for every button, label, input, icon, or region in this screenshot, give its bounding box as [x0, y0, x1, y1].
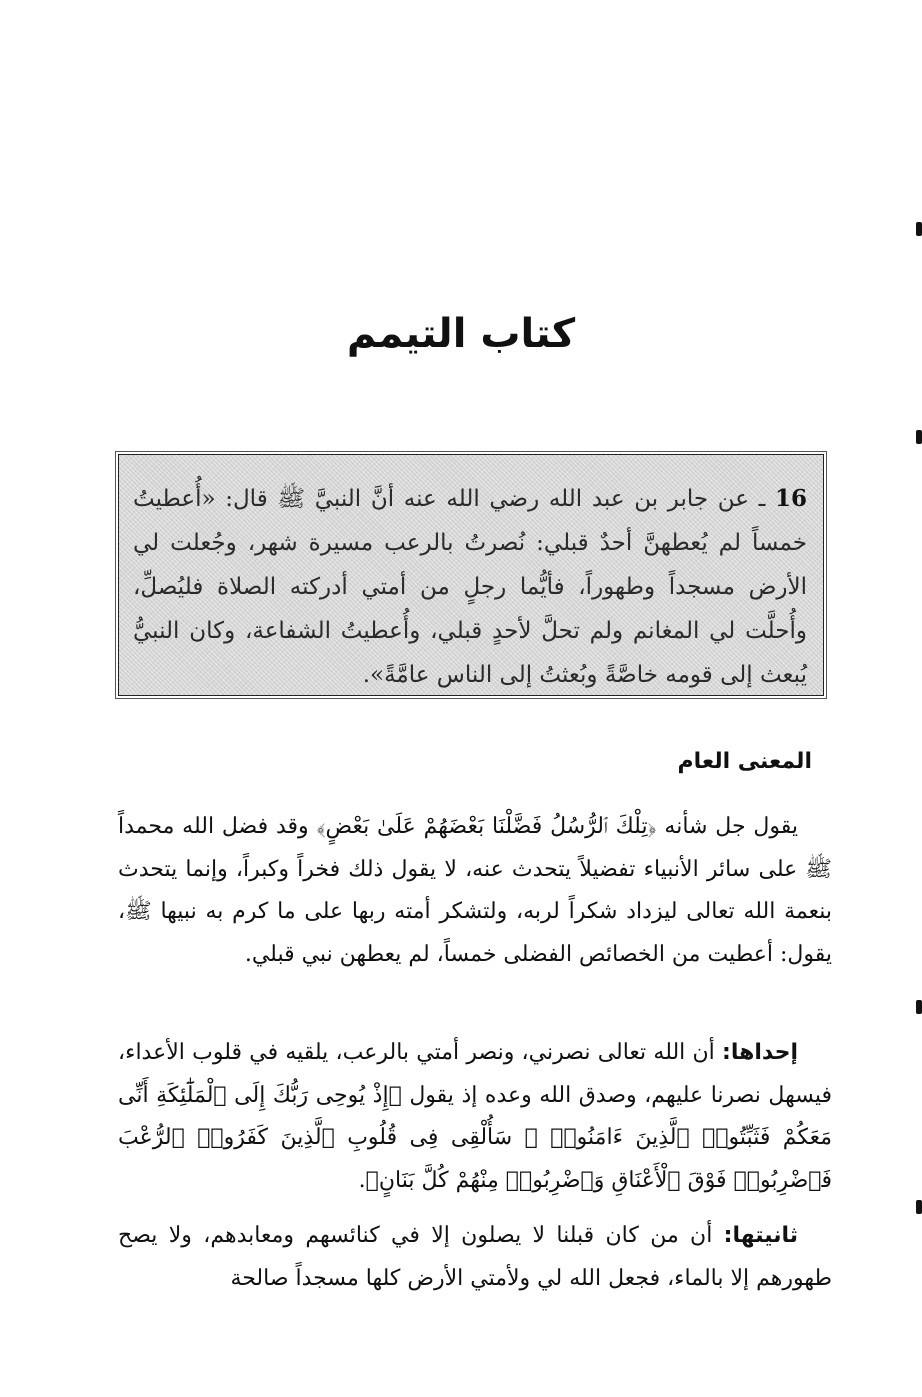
paragraph-second-feature: [118, 1215, 832, 1300]
paragraph-intro: يقول جل شأنه ﴿تِلْكَ ٱلرُّسُلُ فَضَّلْنَا بَعْضَهُمْ عَلَىٰ بَعْضٍ﴾ وقد فضل الله محمداً ﷺ على سائر الأنبياء تفضيلاً يتحدث عنه، لا يقول ذلك فخراً وكبراً، وإنما يتحدث بنعمة الله تعالى ليزداد شكراً لربه، ولتشكر أمته ربها على ما كرم به نبيها ﷺ، يقول: أعطيت من الخصائص الفضلى خمساً، لم يعطهن نبي قبلي.: [118, 814, 832, 967]
hadith-box: [118, 454, 824, 696]
chapter-title: كتاب التيمم: [346, 311, 576, 357]
paragraph-lead: إحداها:: [722, 1040, 798, 1065]
page-edge-mark: [916, 222, 922, 236]
page-edge-mark: [916, 430, 922, 444]
hadith-text: ـ عن جابر بن عبد الله رضي الله عنه أنَّ النبيَّ ﷺ قال: «أُعطيتُ خمساً لم يُعطهنَّ أحدٌ قبلي: نُصرتُ بالرعب مسيرة شهر، وجُعلت لي الأرض مسجداً وطهوراً، فأيُّما رجلٍ من أمتي أدركته الصلاة فليُصلِّ، وأُحلَّت لي المغانم ولم تحلَّ لأحدٍ قبلي، وأُعطيتُ الشفاعة، وكان النبيُّ يُبعث إلى قومه خاصَّةً وبُعثتُ إلى الناس عامَّةً».: [133, 486, 807, 688]
hadith-number: 16: [775, 485, 808, 512]
page-edge-mark: [916, 1200, 922, 1214]
paragraph-body: أن الله تعالى نصرني، ونصر أمتي بالرعب، يلقيه في قلوب الأعداء، فيسهل نصرنا عليهم، وصدق الله وعده إذ يقول ﴿إِذْ يُوحِى رَبُّكَ إِلَى ٱلْمَلَٰٓئِكَةِ أَنِّى مَعَكُمْ فَثَبِّتُوا۟ ٱلَّذِينَ ءَامَنُوا۟ ۚ سَأُلْقِى فِى قُلُوبِ ٱلَّذِينَ كَفَرُوا۟ ٱلرُّعْبَ فَٱضْرِبُوا۟ فَوْقَ ٱلْأَعْنَاقِ وَٱضْرِبُوا۟ مِنْهُمْ كُلَّ بَنَانٍ﴾.: [118, 1040, 832, 1193]
section-heading: المعنى العام: [677, 749, 812, 774]
paragraph-first-feature: [118, 1032, 832, 1202]
paragraph-lead: ثانيتها:: [723, 1223, 798, 1248]
paragraph-body: أن من كان قبلنا لا يصلون إلا في كنائسهم ومعابدهم، ولا يصح طهورهم إلا بالماء، فجعل الله لي ولأمتي الأرض كلها مسجداً صالحة: [118, 1223, 832, 1291]
page-edge-mark: [916, 1000, 922, 1014]
